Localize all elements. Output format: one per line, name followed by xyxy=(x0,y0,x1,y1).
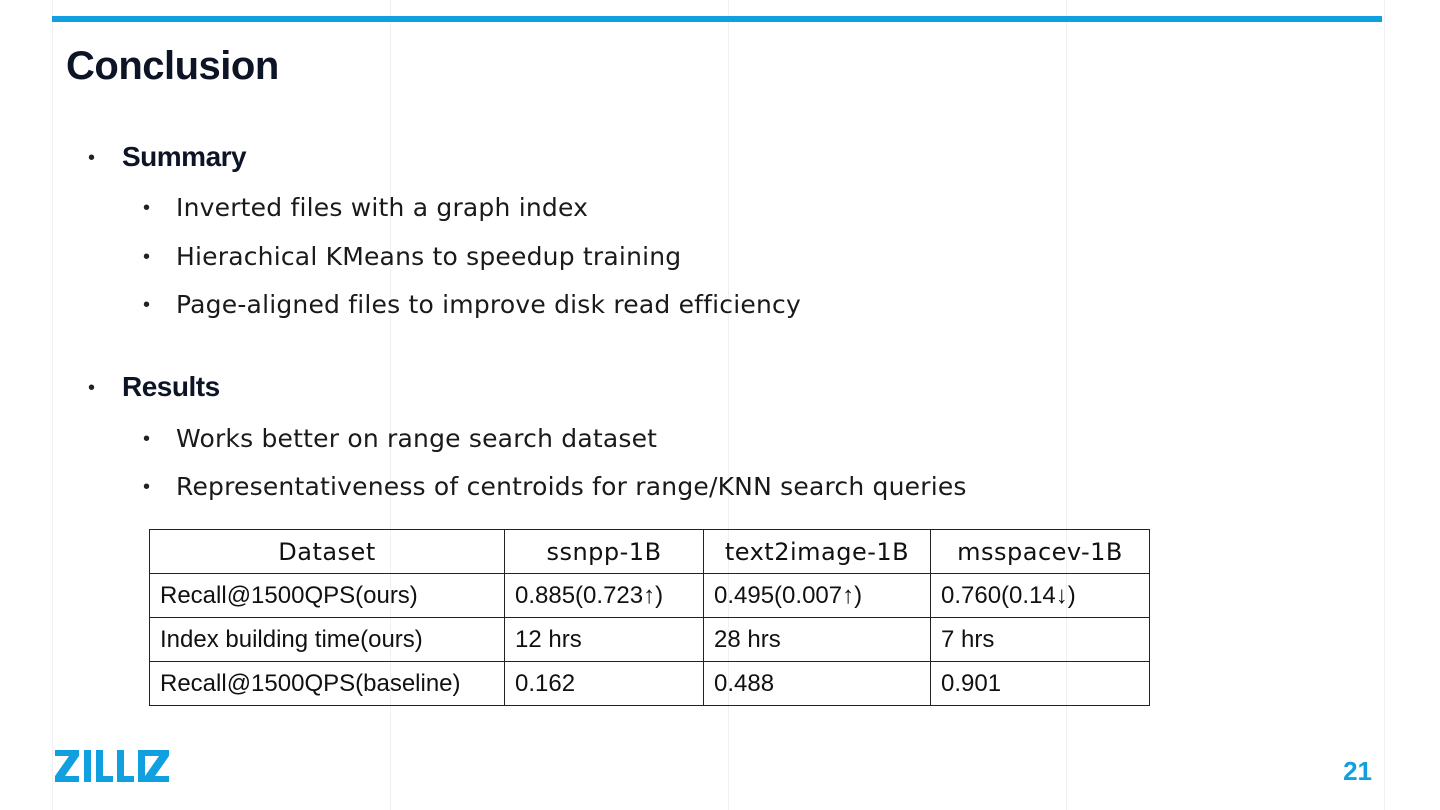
table-cell: 7 hrs xyxy=(931,618,1150,662)
table-row xyxy=(150,662,1150,706)
results-item: Works better on range search dataset xyxy=(176,424,658,453)
table-cell: 0.488 xyxy=(704,662,931,706)
results-table xyxy=(149,529,1150,706)
table-header-row xyxy=(150,530,1150,574)
table-cell: Index building time(ours) xyxy=(150,618,505,662)
table-cell: Recall@1500QPS(baseline) xyxy=(150,662,505,706)
table-cell: 0.495(0.007↑) xyxy=(704,574,931,618)
section-heading-summary: Summary xyxy=(122,141,247,172)
table-row xyxy=(150,574,1150,618)
bullet-icon: • xyxy=(143,428,151,450)
bullet-icon: • xyxy=(143,476,151,498)
guide-line xyxy=(52,0,53,810)
section-heading-results: Results xyxy=(122,371,220,402)
page-number: 21 xyxy=(1343,756,1372,786)
bullet-icon: • xyxy=(88,147,96,169)
table-cell: 28 hrs xyxy=(704,618,931,662)
table-cell: 12 hrs xyxy=(505,618,704,662)
summary-item: Hierachical KMeans to speedup training xyxy=(176,242,682,271)
table-cell: 0.901 xyxy=(931,662,1150,706)
summary-item: Page-aligned files to improve disk read efficiency xyxy=(176,290,801,319)
summary-item: Inverted files with a graph index xyxy=(176,193,589,222)
table-cell: 0.760(0.14↓) xyxy=(931,574,1150,618)
bullet-icon: • xyxy=(143,197,151,219)
table-header-cell: msspacev-1B xyxy=(931,530,1150,574)
results-item: Representativeness of centroids for range/KNN search queries xyxy=(176,472,967,501)
table-cell: 0.885(0.723↑) xyxy=(505,574,704,618)
slide-title: Conclusion xyxy=(66,44,279,88)
table-header-cell: ssnpp-1B xyxy=(505,530,704,574)
table-header-cell: Dataset xyxy=(150,530,505,574)
table-header-cell: text2image-1B xyxy=(704,530,931,574)
bullet-icon: • xyxy=(143,294,151,316)
table-row xyxy=(150,618,1150,662)
guide-line xyxy=(1384,0,1385,810)
zilliz-logo xyxy=(55,750,169,782)
table-cell: 0.162 xyxy=(505,662,704,706)
accent-top-bar xyxy=(52,16,1382,22)
bullet-icon: • xyxy=(88,377,96,399)
bullet-icon: • xyxy=(143,246,151,268)
table-cell: Recall@1500QPS(ours) xyxy=(150,574,505,618)
